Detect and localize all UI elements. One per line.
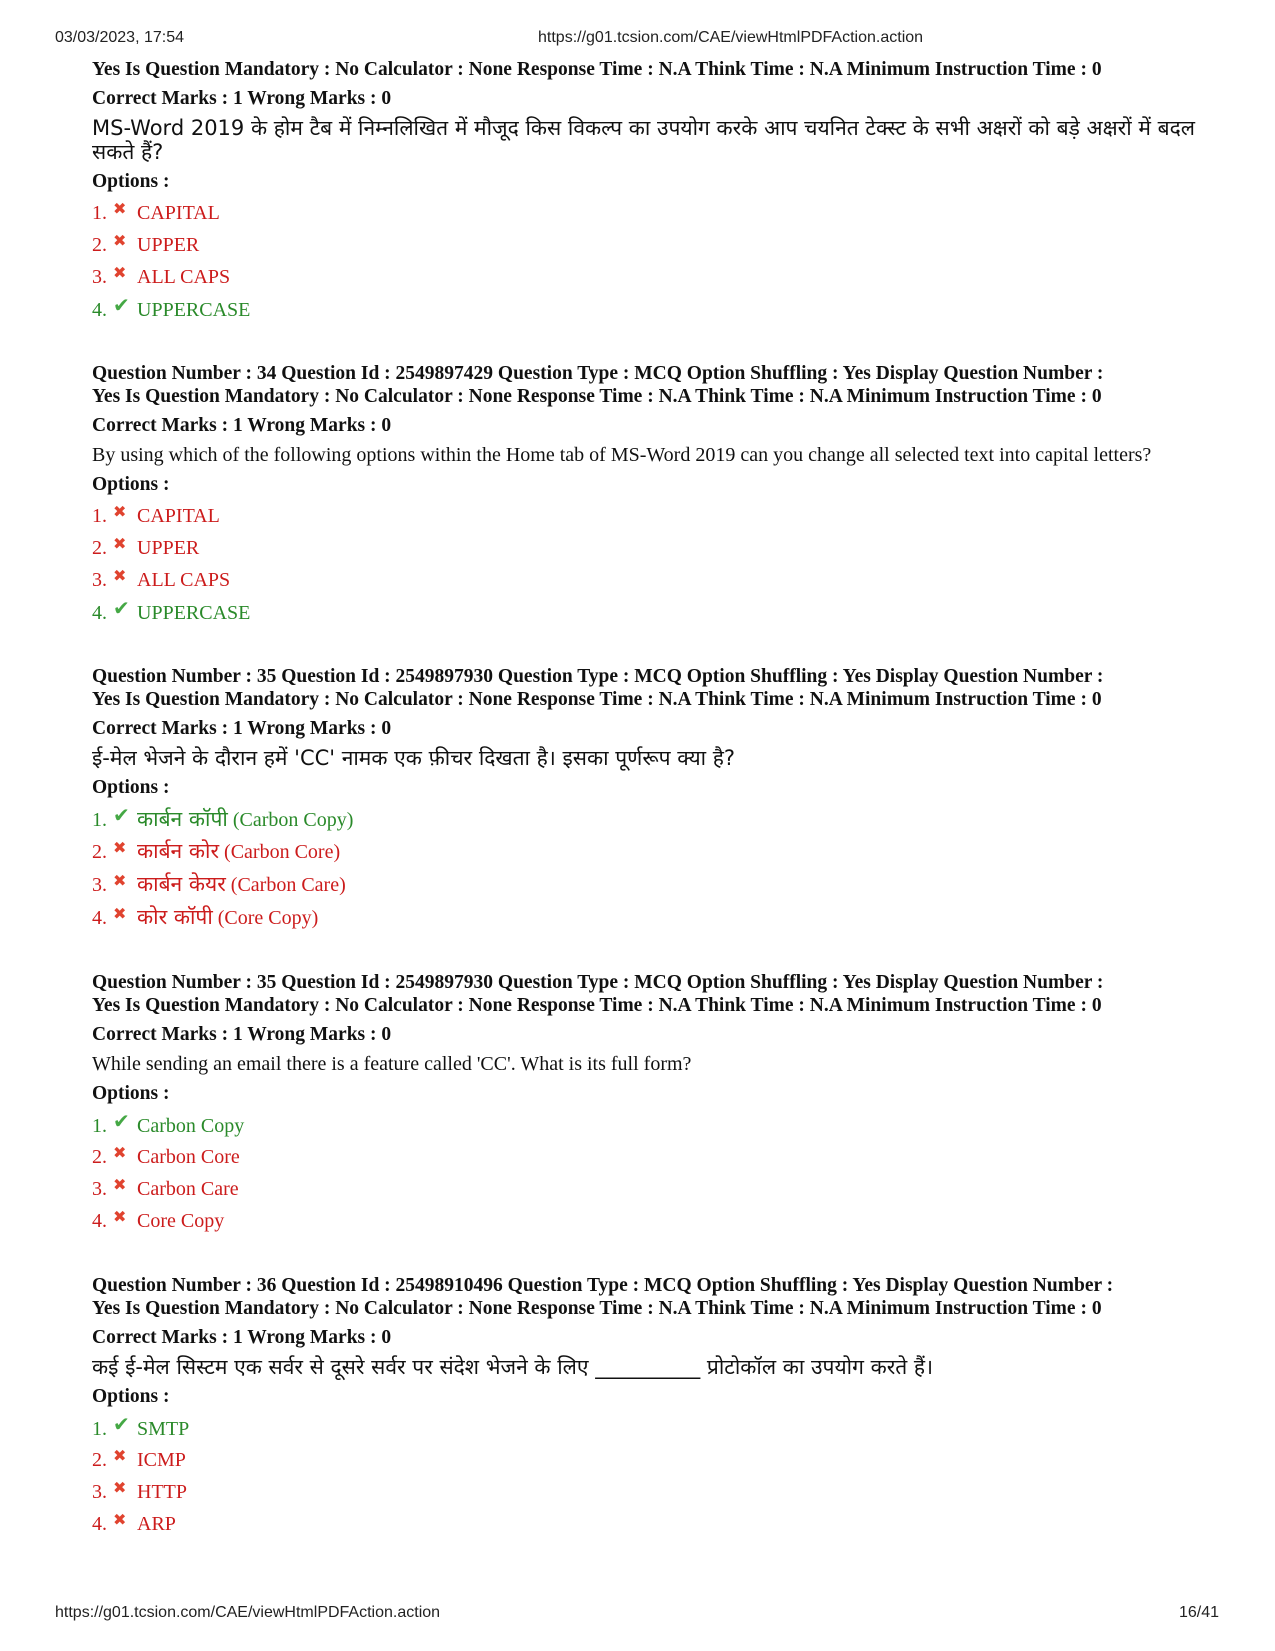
question-meta-line1: Question Number : 34 Question Id : 2549897429 Question Type : MCQ Option Shuffling : Yes Display Question Number : bbox=[92, 363, 1104, 384]
options-heading: Options : bbox=[92, 1083, 170, 1104]
question-marks: Correct Marks : 1 Wrong Marks : 0 bbox=[92, 415, 392, 436]
question-meta-line2: Yes Is Question Mandatory : No Calculator : None Response Time : N.A Think Time : N.A Minimum Instruction Time : 0 bbox=[92, 1298, 1102, 1319]
options-heading: Options : bbox=[92, 474, 170, 495]
page-number: 16/41 bbox=[1178, 1604, 1219, 1621]
cross-icon: ✖ bbox=[113, 263, 127, 282]
option-item: 3. ✖ कार्बन केयर (Carbon Care) bbox=[92, 871, 346, 896]
option-item: 4. ✖ Core Copy bbox=[92, 1207, 225, 1232]
option-item: 2. ✖ ICMP bbox=[92, 1446, 186, 1471]
option-item: 3. ✖ Carbon Care bbox=[92, 1175, 239, 1200]
question-text: कई ई-मेल सिस्टम एक सर्वर से दूसरे सर्वर पर संदेश भेजने के लिए __________ प्रोटोकॉल का उपयोग करते हैं। bbox=[92, 1355, 934, 1379]
footer-url[interactable]: https://g01.tcsion.com/CAE/viewHtmlPDFAction.action bbox=[55, 1604, 441, 1621]
option-item-correct: 4. ✔ UPPERCASE bbox=[92, 293, 251, 321]
header-url[interactable]: https://g01.tcsion.com/CAE/viewHtmlPDFAction.action bbox=[538, 29, 924, 46]
question-block bbox=[92, 971, 1202, 1234]
question-text: ई-मेल भेजने के दौरान हमें 'CC' नामक एक फ़ीचर दिखता है। इसका पूर्णरूप क्या है? bbox=[92, 746, 736, 770]
options-heading: Options : bbox=[92, 171, 170, 192]
question-meta-line2: Yes Is Question Mandatory : No Calculator : None Response Time : N.A Think Time : N.A Minimum Instruction Time : 0 bbox=[92, 995, 1102, 1016]
header-datetime: 03/03/2023, 17:54 bbox=[55, 29, 185, 46]
cross-icon: ✖ bbox=[113, 904, 127, 923]
page-footer bbox=[0, 1604, 1275, 1626]
question-meta-line2: Yes Is Question Mandatory : No Calculator : None Response Time : N.A Think Time : N.A Minimum Instruction Time : 0 bbox=[92, 689, 1102, 710]
question-marks: Correct Marks : 1 Wrong Marks : 0 bbox=[92, 1327, 392, 1348]
question-meta-line1: Question Number : 36 Question Id : 25498910496 Question Type : MCQ Option Shuffling : Yes Display Question Number : bbox=[92, 1275, 1114, 1296]
cross-icon: ✖ bbox=[113, 1446, 127, 1465]
question-block bbox=[92, 1274, 1202, 1537]
cross-icon: ✖ bbox=[113, 1510, 127, 1529]
option-item: 3. ✖ ALL CAPS bbox=[92, 263, 231, 288]
check-icon: ✔ bbox=[113, 803, 130, 827]
question-block bbox=[92, 58, 1202, 322]
option-item: 1. ✖ CAPITAL bbox=[92, 199, 220, 224]
option-item: 2. ✖ UPPER bbox=[92, 231, 200, 256]
page-header bbox=[0, 29, 1275, 51]
option-item: 3. ✖ HTTP bbox=[92, 1478, 187, 1503]
cross-icon: ✖ bbox=[113, 1207, 127, 1226]
option-item-correct: 1. ✔ कार्बन कॉपी (Carbon Copy) bbox=[92, 803, 354, 831]
question-marks: Correct Marks : 1 Wrong Marks : 0 bbox=[92, 1024, 392, 1045]
question-meta-line2: Yes Is Question Mandatory : No Calculator : None Response Time : N.A Think Time : N.A Minimum Instruction Time : 0 bbox=[92, 59, 1102, 80]
option-item: 4. ✖ ARP bbox=[92, 1510, 176, 1535]
check-icon: ✔ bbox=[113, 1109, 130, 1133]
question-text: While sending an email there is a feature called 'CC'. What is its full form? bbox=[92, 1053, 692, 1075]
question-meta-line1: Question Number : 35 Question Id : 2549897930 Question Type : MCQ Option Shuffling : Yes Display Question Number : bbox=[92, 666, 1104, 687]
option-item-correct: 1. ✔ Carbon Copy bbox=[92, 1109, 245, 1137]
cross-icon: ✖ bbox=[113, 199, 127, 218]
question-list bbox=[92, 58, 1202, 1537]
options-heading: Options : bbox=[92, 777, 170, 798]
question-marks: Correct Marks : 1 Wrong Marks : 0 bbox=[92, 88, 392, 109]
option-item: 4. ✖ कोर कॉपी (Core Copy) bbox=[92, 904, 319, 929]
question-block bbox=[92, 665, 1202, 931]
cross-icon: ✖ bbox=[113, 231, 127, 250]
question-meta-line1: Question Number : 35 Question Id : 2549897930 Question Type : MCQ Option Shuffling : Yes Display Question Number : bbox=[92, 972, 1104, 993]
option-item: 2. ✖ कार्बन कोर (Carbon Core) bbox=[92, 838, 341, 863]
cross-icon: ✖ bbox=[113, 1175, 127, 1194]
cross-icon: ✖ bbox=[113, 1143, 127, 1162]
option-item: 3. ✖ ALL CAPS bbox=[92, 566, 231, 591]
question-meta-line2: Yes Is Question Mandatory : No Calculator : None Response Time : N.A Think Time : N.A Minimum Instruction Time : 0 bbox=[92, 386, 1102, 407]
cross-icon: ✖ bbox=[113, 1478, 127, 1497]
option-item: 2. ✖ Carbon Core bbox=[92, 1143, 240, 1168]
check-icon: ✔ bbox=[113, 1412, 130, 1436]
question-marks: Correct Marks : 1 Wrong Marks : 0 bbox=[92, 718, 392, 739]
cross-icon: ✖ bbox=[113, 566, 127, 585]
check-icon: ✔ bbox=[113, 596, 130, 620]
question-text: MS-Word 2019 के होम टैब में निम्नलिखित में मौजूद किस विकल्प का उपयोग करके आप चयनित टेक्स्ट के सभी अक्षरों को बड़े अक्षरों में बदल सकते हैं? bbox=[92, 116, 1195, 164]
option-item-correct: 1. ✔ SMTP bbox=[92, 1412, 190, 1440]
cross-icon: ✖ bbox=[113, 534, 127, 553]
cross-icon: ✖ bbox=[113, 871, 127, 890]
options-heading: Options : bbox=[92, 1386, 170, 1407]
question-text: By using which of the following options within the Home tab of MS-Word 2019 can you change all selected text into capital letters? bbox=[92, 444, 1152, 466]
cross-icon: ✖ bbox=[113, 502, 127, 521]
question-block bbox=[92, 362, 1202, 625]
option-item: 1. ✖ CAPITAL bbox=[92, 502, 220, 527]
option-item: 2. ✖ UPPER bbox=[92, 534, 200, 559]
cross-icon: ✖ bbox=[113, 838, 127, 857]
check-icon: ✔ bbox=[113, 293, 130, 317]
option-item-correct: 4. ✔ UPPERCASE bbox=[92, 596, 251, 624]
